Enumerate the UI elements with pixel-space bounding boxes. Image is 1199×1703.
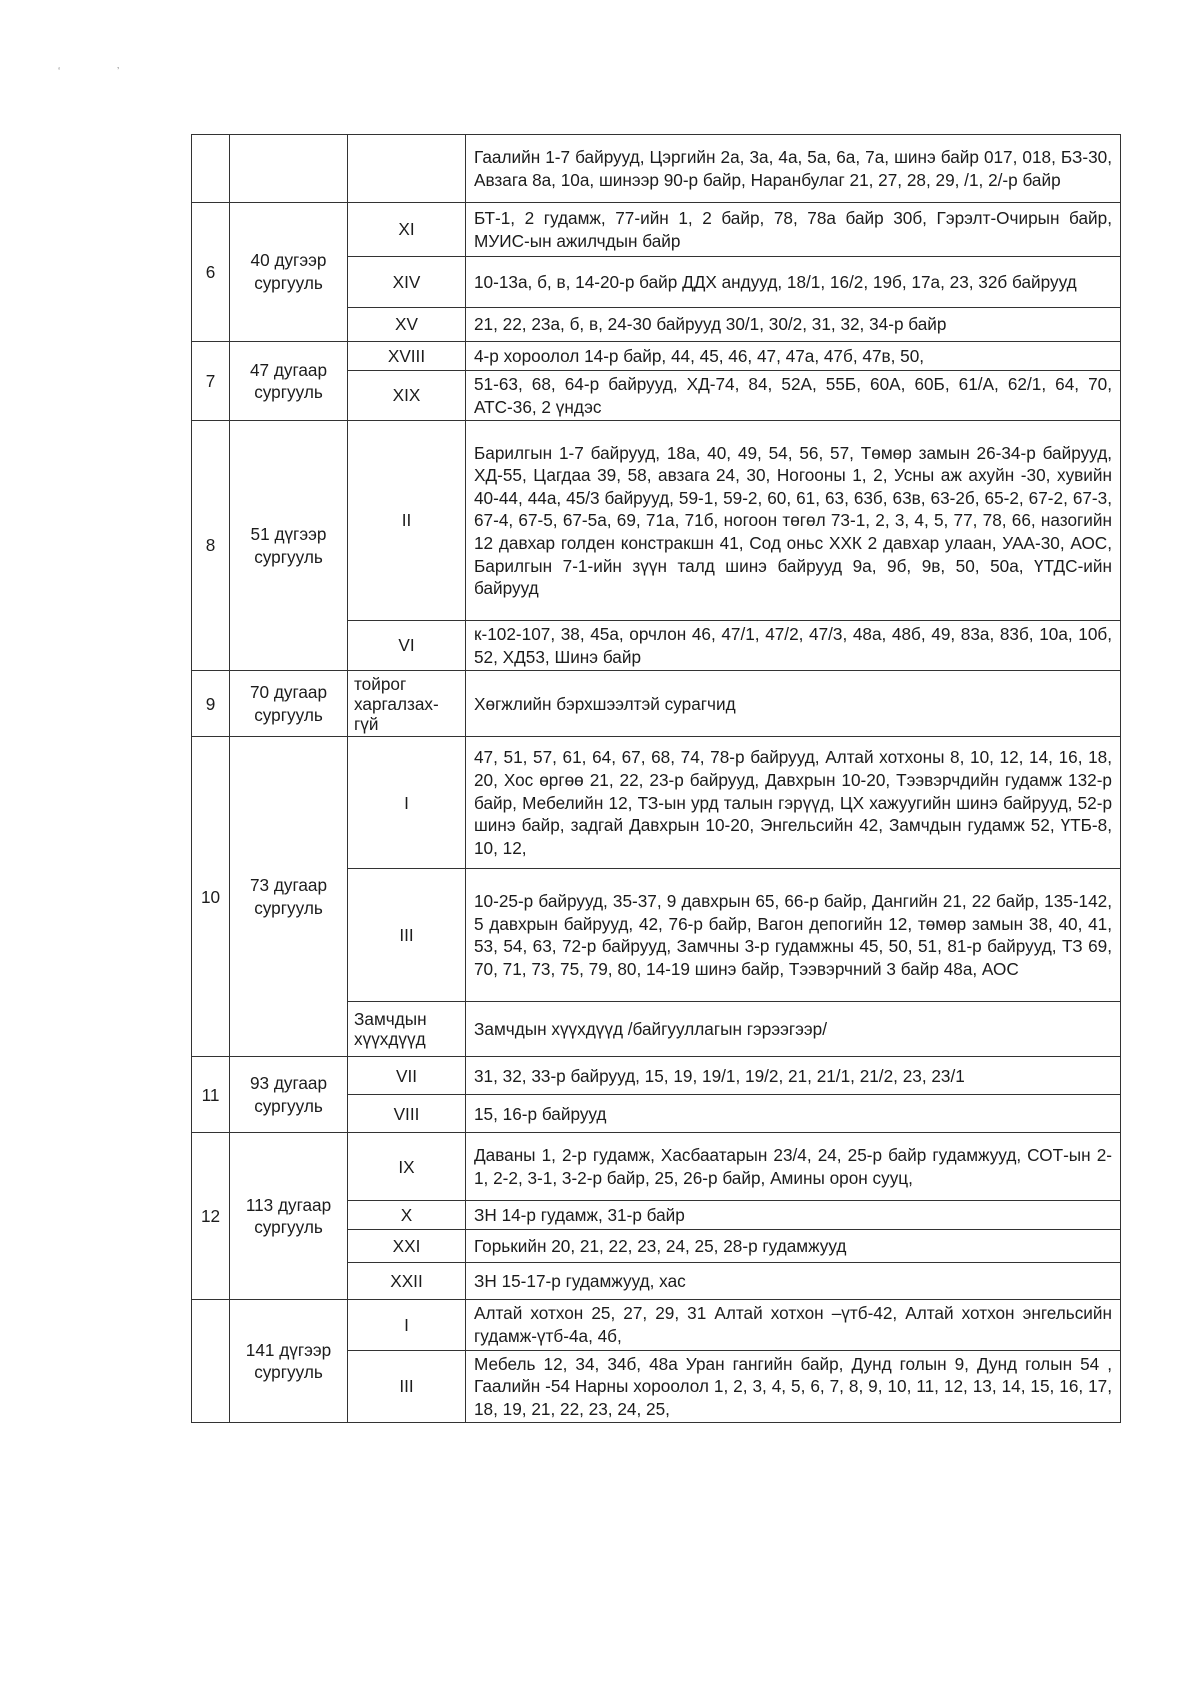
zone-cell: тойрог харгалзах-гүй — [348, 671, 466, 737]
zone-cell — [348, 135, 466, 203]
address-cell: ЗН 15-17-р гудамжууд, хас — [466, 1263, 1121, 1300]
address-cell: Замчдын хүүхдүүд /байгууллагын гэрээгээр/ — [466, 1002, 1121, 1057]
address-cell: к-102-107, 38, 45а, орчлон 46, 47/1, 47/2, 47/3, 48а, 48б, 49, 83а, 83б, 10а, 10б, 52, ХД53, Шинэ байр — [466, 621, 1121, 671]
zone-cell: VII — [348, 1057, 466, 1095]
school-cell: 51 дүгээр сургууль — [230, 421, 348, 671]
table-row — [192, 421, 1121, 621]
zone-cell: XV — [348, 308, 466, 342]
row-number-cell: 9 — [192, 671, 230, 737]
zone-cell: III — [348, 1350, 466, 1423]
row-number-cell: 11 — [192, 1057, 230, 1133]
school-cell: 73 дугаар сургууль — [230, 737, 348, 1057]
zone-cell: IX — [348, 1133, 466, 1201]
row-number-cell — [192, 135, 230, 203]
address-cell: Гаалийн 1-7 байрууд, Цэргийн 2а, 3а, 4а, 5а, 6а, 7а, шинэ байр 017, 018, БЗ-30, Авзага 8а, 10а, шинээр 90-р байр, Наранбулаг 21, 27, 28, 29, /1, 2/-р байр — [466, 135, 1121, 203]
school-cell: 93 дугаар сургууль — [230, 1057, 348, 1133]
zone-cell: XXII — [348, 1263, 466, 1300]
row-number-cell: 10 — [192, 737, 230, 1057]
row-number-cell: 6 — [192, 203, 230, 342]
address-cell: ЗН 14-р гудамж, 31-р байр — [466, 1201, 1121, 1230]
row-number-cell: 12 — [192, 1133, 230, 1300]
school-cell: 70 дугаар сургууль — [230, 671, 348, 737]
zone-cell: X — [348, 1201, 466, 1230]
table-row — [192, 135, 1121, 203]
address-cell: Мебель 12, 34, 34б, 48а Уран гангийн байр, Дунд голын 9, Дунд голын 54 , Гаалийн -54 Нарны хороолол 1, 2, 3, 4, 5, 6, 7, 8, 9, 10, 11, 12, 13, 14, 15, 16, 17, 18, 19, 21, 22, 23, 24, 25, — [466, 1350, 1121, 1423]
table-row — [192, 203, 1121, 257]
address-cell: 15, 16-р байрууд — [466, 1095, 1121, 1133]
address-cell: Даваны 1, 2-р гудамж, Хасбаатарын 23/4, 24, 25-р байр гудамжууд, СОТ-ын 2-1, 2-2, 3-1, 3-2-р байр, 25, 26-р байр, Амины орон сууц, — [466, 1133, 1121, 1201]
scan-speck: ’ — [117, 66, 120, 77]
zone-cell: XI — [348, 203, 466, 257]
zone-cell: III — [348, 869, 466, 1002]
school-district-table — [191, 134, 1121, 1423]
scan-speck: ‘ — [58, 66, 61, 77]
table-row — [192, 342, 1121, 371]
row-number-cell: 7 — [192, 342, 230, 421]
row-number-cell: 8 — [192, 421, 230, 671]
zone-cell: Замчдын хүүхдүүд — [348, 1002, 466, 1057]
zone-cell: XIV — [348, 257, 466, 308]
address-cell: 4-р хороолол 14-р байр, 44, 45, 46, 47, 47а, 47б, 47в, 50, — [466, 342, 1121, 371]
school-cell: 113 дугаар сургууль — [230, 1133, 348, 1300]
table-row — [192, 671, 1121, 737]
address-cell: 10-25-р байрууд, 35-37, 9 давхрын 65, 66-р байр, Дангийн 21, 22 байр, 135-142, 5 давхрын байрууд, 42, 76-р байр, Вагон депогийн 12, төмөр замын 38, 40, 41, 53, 54, 63, 72-р байрууд, Замчны 3-р гудамжны 45, 50, 51, 81-р байрууд, ТЗ 69, 70, 71, 73, 75, 79, 80, 14-19 шинэ байр, Тээвэрчний 3 байр 48а, АОС — [466, 869, 1121, 1002]
school-cell: 47 дугаар сургууль — [230, 342, 348, 421]
address-cell: 31, 32, 33-р байрууд, 15, 19, 19/1, 19/2, 21, 21/1, 21/2, 23, 23/1 — [466, 1057, 1121, 1095]
address-cell: 51-63, 68, 64-р байрууд, ХД-74, 84, 52А, 55Б, 60А, 60Б, 61/А, 62/1, 64, 70, АТС-36, 2 үндэс — [466, 371, 1121, 421]
zone-cell: XXI — [348, 1230, 466, 1263]
address-cell: Алтай хотхон 25, 27, 29, 31 Алтай хотхон –үтб-42, Алтай хотхон энгельсийн гудамж-үтб-4а, 4б, — [466, 1300, 1121, 1350]
table-row — [192, 737, 1121, 869]
zone-cell: XIX — [348, 371, 466, 421]
address-cell: Барилгын 1-7 байрууд, 18а, 40, 49, 54, 56, 57, Төмөр замын 26-34-р байрууд, ХД-55, Цагдаа 39, 58, авзага 24, 30, Ногооны 1, 2, Усны аж ахуйн -30, хувийн 40-44, 44а, 45/3 байрууд, 59-1, 59-2, 60, 61, 63, 63б, 63в, 63-2б, 65-2, 67-2, 67-3, 67-4, 67-5, 67-5а, 69, 71а, 71б, ногоон төгөл 73-1, 2, 3, 4, 5, 77, 78, 66, назогийн 12 давхар голден констракшн 41, Сод оньс ХХК 2 давхар улаан, УАА-30, АОС, Барилгын 7-1-ийн зүүн талд шинэ байрууд 9а, 9б, 9в, 50, 50а, ҮТДС-ийн байрууд — [466, 421, 1121, 621]
table-row — [192, 1133, 1121, 1201]
address-cell: 47, 51, 57, 61, 64, 67, 68, 74, 78-р байрууд, Алтай хотхоны 8, 10, 12, 14, 16, 18, 20, Хос өргөө 21, 22, 23-р байрууд, Давхрын 10-20, Тээвэрчдийн гудамж 132-р байр, Мебелийн 12, ТЗ-ын урд талын гэрүүд, ЦХ хажуугийн шинэ байрууд, 52-р шинэ байр, задгай Давхрын 10-20, Энгельсийн 42, Замчдын гудамж 52, ҮТБ-8, 10, 12, — [466, 737, 1121, 869]
scan-specks — [58, 66, 173, 77]
zone-cell: VIII — [348, 1095, 466, 1133]
zone-cell: XVIII — [348, 342, 466, 371]
zone-cell: I — [348, 737, 466, 869]
table-row — [192, 1300, 1121, 1350]
zone-cell: II — [348, 421, 466, 621]
table-row — [192, 1057, 1121, 1095]
school-cell: 40 дугээр сургууль — [230, 203, 348, 342]
address-cell: БТ-1, 2 гудамж, 77-ийн 1, 2 байр, 78, 78а байр 30б, Гэрэлт-Очирын байр, МУИС-ын ажилчдын байр — [466, 203, 1121, 257]
school-cell: 141 дүгээр сургууль — [230, 1300, 348, 1423]
address-cell: Горькийн 20, 21, 22, 23, 24, 25, 28-р гудамжууд — [466, 1230, 1121, 1263]
address-cell: 10-13а, б, в, 14-20-р байр ДДХ андууд, 18/1, 16/2, 19б, 17а, 23, 32б байрууд — [466, 257, 1121, 308]
row-number-cell — [192, 1300, 230, 1423]
address-cell: 21, 22, 23а, б, в, 24-30 байрууд 30/1, 30/2, 31, 32, 34-р байр — [466, 308, 1121, 342]
address-cell: Хөгжлийн бэрхшээлтэй сурагчид — [466, 671, 1121, 737]
zone-cell: I — [348, 1300, 466, 1350]
school-cell — [230, 135, 348, 203]
zone-cell: VI — [348, 621, 466, 671]
